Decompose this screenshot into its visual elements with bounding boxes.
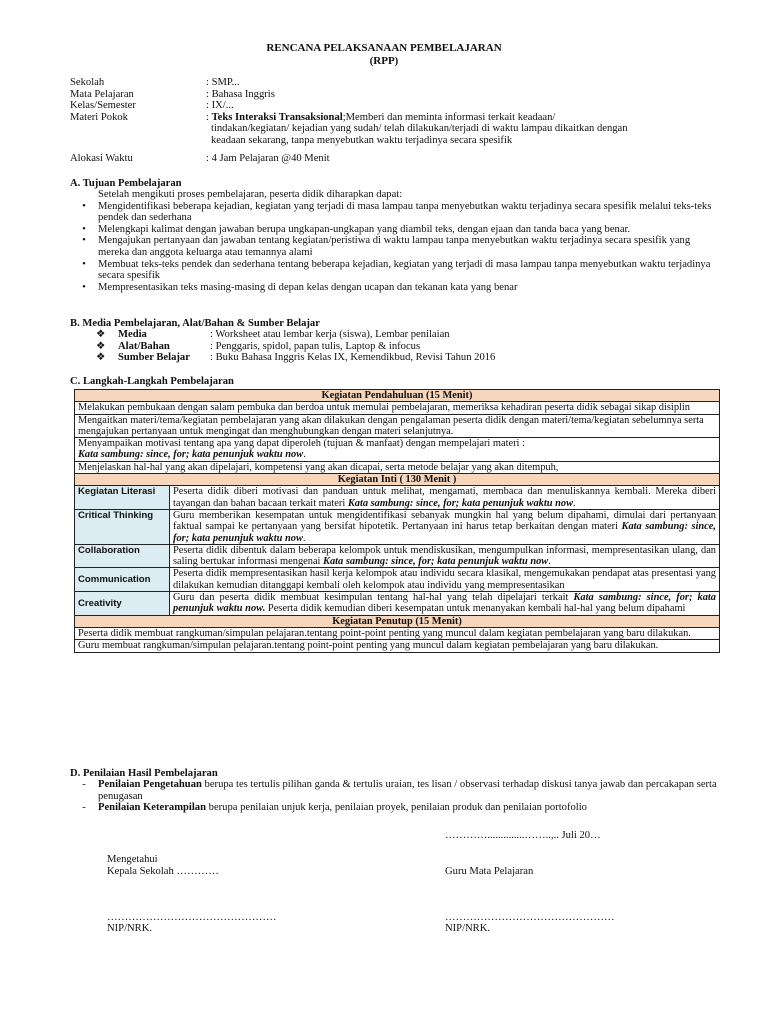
inti-end: Peserta didik kemudian diberi kesempatan untuk menanyakan kembali hal-hal yang belum dipahami [265,603,686,615]
inti-end: . [573,497,576,509]
identity-row-sekolah [70,77,720,89]
table-row [75,438,720,462]
inti-end: . [548,556,551,568]
signature-guru: Guru Mata Pelajaran [445,866,534,877]
penutup-header: Kegiatan Penutup (15 Menit) [75,615,720,627]
inti-text-creativity [170,592,720,616]
inti-label-critical: Critical Thinking [75,509,170,544]
table-row [75,509,720,544]
section-d-body [70,779,720,814]
dash-bullet: - [82,779,86,790]
assessment-item [70,802,720,814]
penutup-row: Guru membuat rangkuman/simpulan pelajaran.tentang point-point penting yang muncul dalam kegiatan pembelajaran yang baru dilakukan. [75,640,720,652]
inti-label-creativity: Creativity [75,592,170,616]
table-row [75,640,720,652]
inti-text-critical [170,509,720,544]
materi-rest: ;Memberi dan meminta informasi terkait keadaan/ [342,111,556,123]
identity-label: Sekolah [70,77,105,88]
assessment-item [70,779,720,802]
materi-colon: : [206,111,212,123]
materi-line-2-row [70,123,720,135]
pendahuluan-row: Mengaitkan materi/tema/kegiatan pembelajaran yang akan dilakukan dengan pengalaman peserta didik dengan materi/tema/kegiatan sebelumnya serta mengajukan pertanyaan untuk mengingat dan menghubungkan dengan materi selanjutnya. [75,414,720,438]
identity-block [70,77,720,164]
pendahuluan-last-row: Menjelaskan hal-hal yang akan dipelajari, kompetensi yang akan dicapai, serta metode belajar yang akan ditempuh, [75,461,720,473]
table-row [75,402,720,414]
assessment-title: Penilaian Pengetahuan [98,779,202,790]
objective-text: Mengajukan pertanyaan dan jawaban tentang kegiatan/peristiwa di waktu lampau tanpa menyebutkan waktu terjadinya secara spesifik yang mereka dan anggota keluarga atau temannya alami [98,235,691,258]
signature-line-left: ………………………………………… [107,912,277,923]
materi-label: Materi Pokok [70,111,128,123]
nip-left: NIP/NRK. [107,923,153,934]
table-row [75,461,720,473]
inti-text-communication [170,568,720,592]
table-row [75,568,720,592]
identity-value: : SMP... [206,77,240,88]
lesson-steps-table [74,389,720,653]
inti-emphasis: Kata sambung: since, for; kata penunjuk waktu now [323,556,549,568]
table-row [75,544,720,568]
title-line-1: RENCANA PELAKSANAAN PEMBELAJARAN [266,42,502,54]
media-row [70,352,720,364]
inti-label-collaboration: Collaboration [75,544,170,568]
dash-bullet: - [82,802,86,814]
identity-value: : Bahasa Inggris [206,88,275,100]
section-c-heading: C. Langkah-Langkah Pembelajaran [70,376,234,387]
table-row [75,414,720,438]
diamond-bullet-icon: ❖ [96,352,106,364]
table-row [75,627,720,639]
signature-mengetahui: Mengetahui [107,854,158,865]
identity-value: : IX/... [206,100,234,112]
media-value: : Buku Bahasa Inggris Kelas IX, Kemendikbud, Revisi Tahun 2016 [210,352,496,364]
inti-text: Peserta didik mempresentasikan hasil kerja kelompok atau individu secara klasikal, mengemukakan pendapat atas presentasi yang dilakukan kemudian ditanggapi kembali oleh kelompok atau individu yang mempresentasikan [173,568,716,591]
signature-line-right: ………………………………………… [445,912,615,923]
nip-right: NIP/NRK. [445,923,491,934]
inti-emphasis: Kata sambung: since, for; kata penunjuk waktu now. [173,592,716,615]
materi-line-2: tindakan/kegiatan/ kejadian yang sudah/ telah dilakukan/terjadi di waktu lampau dikaitkan dengan [211,123,628,135]
objective-text: Mempresentasikan teks masing-masing di depan kelas dengan ucapan dan tekanan kata yang benar [98,281,518,293]
inti-text-collaboration [170,544,720,568]
section-a-body [70,189,720,293]
materi-line-3: keadaan sekarang, tanpa menyebutkan waktu terjadinya secara spesifik [211,134,513,146]
materi-bold: Teks Interaksi Transaksional [211,111,343,123]
media-label: Sumber Belajar [118,352,190,364]
media-label: Alat/Bahan [118,340,170,352]
objective-item [70,235,720,258]
identity-label: Kelas/Semester [70,100,136,112]
objective-text: Melengkapi kalimat dengan jawaban berupa ungkapan-ungkapan yang diambil teks, dengan ejaan dan tanda baca yang benar. [98,223,631,235]
alokasi-label: Alokasi Waktu [70,152,133,164]
inti-emphasis: Kata sambung: since, for; kata penunjuk waktu now [173,521,716,544]
media-value: : Worksheet atau lembar kerja (siswa), Lembar penilaian [210,329,450,340]
media-row [70,341,720,353]
inti-text: Guru memberikan kesempatan untuk mengidentifikasi sebanyak mungkin hal yang belum dipahami, dimulai dari pertanyaan faktual sampai ke pertanyaan yang bersifat hipotetik. Pertanyaan ini harus tetap berkaitan dengan materi [173,509,716,533]
objective-text: Mengidentifikasi beberapa kejadian, kegiatan yang terjadi di masa lampau tanpa menyebutkan waktu terjadinya secara spesifik melalui teks-teks pendek dan sederhana [98,200,712,224]
alokasi-value: : 4 Jam Pelajaran @40 Menit [206,152,330,164]
section-b-heading: B. Media Pembelajaran, Alat/Bahan & Sumber Belajar [70,318,320,329]
media-label: Media [118,329,147,340]
pendahuluan-motivasi [75,438,720,462]
objective-item [70,201,720,224]
identity-row-alokasi [70,153,720,165]
identity-row-mapel [70,89,720,101]
table-row [75,592,720,616]
bullet-icon: • [82,235,86,247]
title-line-2: (RPP) [369,55,399,67]
pendahuluan-header: Kegiatan Pendahuluan (15 Menit) [75,390,720,402]
table-row [75,615,720,627]
motivasi-text: Menyampaikan motivasi tentang apa yang dapat diperoleh (tujuan & manfaat) dengan mempelajari materi : [78,438,525,450]
objective-item [70,282,720,294]
identity-row-materi [70,112,720,124]
media-value: : Penggaris, spidol, papan tulis, Laptop & infocus [210,340,421,352]
signature-kepala-sekolah: Kepala Sekolah ………… [107,866,219,877]
signature-date: …………..............……..,.. Juli 20… [445,830,601,841]
section-a-intro: Setelah mengikuti proses pembelajaran, peserta didik diharapkan dapat: [98,189,403,200]
identity-row-kelas [70,100,720,112]
assessment-text: berupa penilaian unjuk kerja, penilaian proyek, penilaian produk dan penilaian portofolio [206,802,587,814]
table-row [75,486,720,510]
inti-end: . [302,532,306,544]
inti-text: Peserta didik diberi motivasi dan panduan untuk melihat, mengamati, membaca dan menuliskannya kembali. Mereka diberi tayangan dan bahan bacaan terkait materi [173,486,716,509]
inti-label-literasi: Kegiatan Literasi [75,486,170,510]
bullet-icon: • [82,223,86,235]
section-a-heading: A. Tujuan Pembelajaran [70,178,182,189]
motivasi-end: . [303,449,306,461]
penutup-row: Peserta didik membuat rangkuman/simpulan pelajaran.tentang point-point penting yang muncul dalam kegiatan pembelajaran yang baru dilakukan. [75,627,720,639]
table-row [75,390,720,402]
bullet-icon: • [82,200,86,212]
assessment-title: Penilaian Keterampilan [98,802,206,814]
materi-line-3-row [70,135,720,147]
motivasi-emphasis: Kata sambung: since, for; kata penunjuk waktu now [78,449,304,461]
table-row [75,474,720,486]
objective-text: Membuat teks-teks pendek dan sederhana tentang beberapa kejadian, kegiatan yang terjadi di masa lampau tanpa menyebutkan waktu terjadinya secara spesifik [98,258,711,282]
diamond-bullet-icon: ❖ [96,340,106,352]
inti-header: Kegiatan Inti ( 130 Menit ) [75,474,720,486]
inti-text-literasi [170,486,720,510]
materi-value [206,112,720,124]
inti-text: Peserta didik dibentuk dalam beberapa kelompok untuk mendiskusikan, mengumpulkan informasi, mempresentasikan ulang, dan saling bertukar informasi mengenai [173,544,716,568]
section-d-heading: D. Penilaian Hasil Pembelajaran [70,768,218,779]
media-row [70,329,720,341]
bullet-icon: • [82,258,86,270]
objective-item [70,224,720,236]
section-b-body [70,329,720,364]
pendahuluan-row: Melakukan pembukaan dengan salam pembuka dan berdoa untuk memulai pembelajaran, memeriksa kehadiran peserta didik sebagai sikap disiplin [75,402,720,414]
inti-emphasis: Kata sambung: since, for; kata penunjuk waktu now [347,497,574,509]
assessment-text: berupa tes tertulis pilihan ganda & tertulis uraian, tes lisan / observasi terhadap diskusi tanya jawab dan percakapan serta penugasan [98,779,717,802]
diamond-bullet-icon: ❖ [96,329,106,340]
bullet-icon: • [82,281,86,293]
inti-text: Guru dan peserta didik membuat kesimpulan tentang hal-hal yang telah dipelajari terkait [173,592,574,604]
inti-label-communication: Communication [75,568,170,592]
identity-label: Mata Pelajaran [70,88,134,100]
objective-item [70,259,720,282]
document-title [0,42,768,68]
